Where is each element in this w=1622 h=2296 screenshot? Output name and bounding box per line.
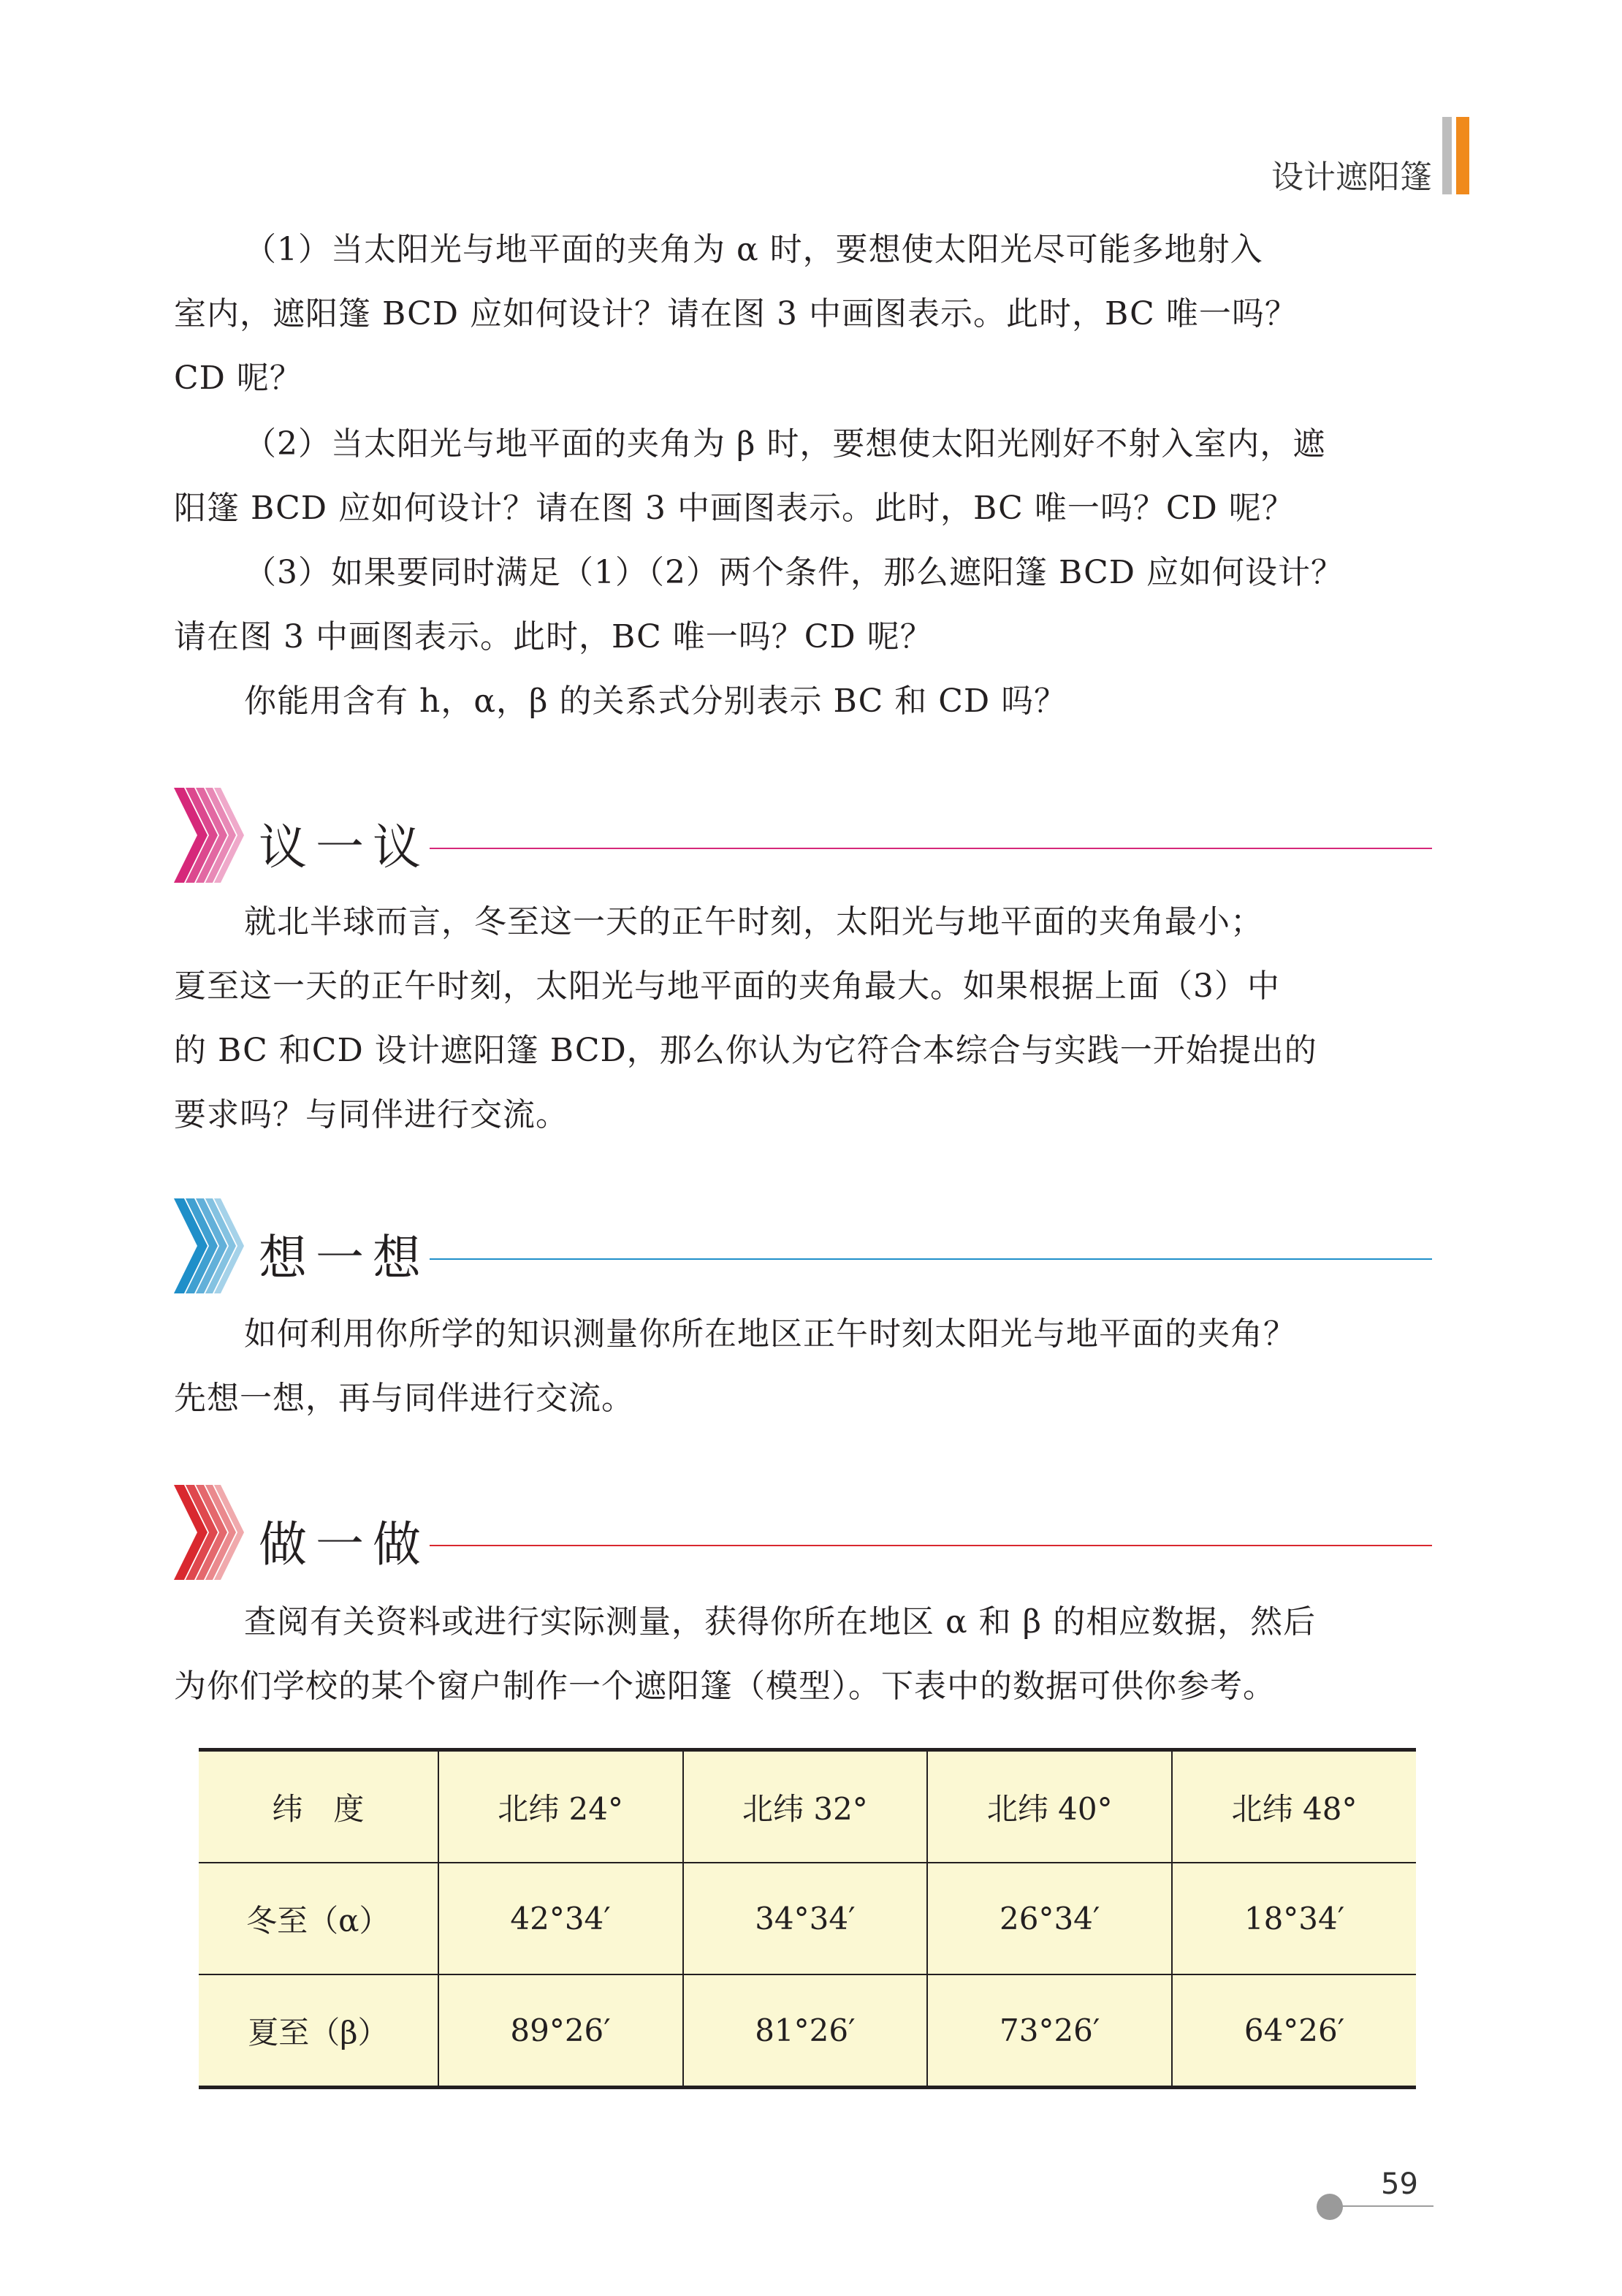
text-line: （3）如果要同时满足（1）（2）两个条件，那么遮阳篷 BCD 应如何设计？ [244, 554, 1344, 591]
table-cell: 北纬 48° [1172, 1750, 1416, 1863]
think-chevron-icon [174, 1198, 247, 1293]
section-rule-think [430, 1258, 1432, 1260]
header-grey-bar [1442, 117, 1452, 194]
table-cell: 34°34′ [683, 1863, 928, 1974]
table-cell: 64°26′ [1172, 1974, 1416, 2088]
text-line: 先想一想，再与同伴进行交流。 [174, 1380, 634, 1417]
table-cell: 26°34′ [927, 1863, 1172, 1974]
text-line: 请在图 3 中画图表示。此时，BC 唯一吗？CD 呢？ [174, 618, 933, 655]
table-row [199, 1974, 1416, 2088]
text-line: 为你们学校的某个窗户制作一个遮阳篷（模型）。下表中的数据可供你参考。 [174, 1668, 1276, 1705]
section-rule-discuss [430, 848, 1432, 849]
text-line: 夏至这一天的正午时刻，太阳光与地平面的夹角最大。如果根据上面（3）中 [174, 968, 1280, 1005]
text-line: 要求吗？与同伴进行交流。 [174, 1096, 568, 1133]
footer-dot-icon [1317, 2194, 1343, 2220]
page-number: 59 [1381, 2167, 1418, 2201]
question-2 [174, 412, 1432, 541]
table-cell: 北纬 40° [927, 1750, 1172, 1863]
table-cell: 42°34′ [438, 1863, 683, 1974]
table-cell: 北纬 24° [438, 1750, 683, 1863]
section-title-do: 做一做 [259, 1516, 430, 1573]
do-paragraph [174, 1590, 1432, 1719]
discuss-paragraph [174, 890, 1432, 1147]
section-title-discuss: 议一议 [259, 819, 430, 875]
running-header-title: 设计遮阳篷 [1271, 159, 1432, 196]
text-line: 阳篷 BCD 应如何设计？请在图 3 中画图表示。此时，BC 唯一吗？CD 呢？ [174, 490, 1295, 527]
text-line: （1）当太阳光与地平面的夹角为 α 时，要想使太阳光尽可能多地射入 [244, 231, 1263, 268]
table-cell: 北纬 32° [683, 1750, 928, 1863]
question-3 [174, 541, 1432, 669]
table-cell: 夏至（β） [199, 1974, 438, 2088]
text-line: 的 BC 和CD 设计遮阳篷 BCD，那么你认为它符合本综合与实践一开始提出的 [174, 1032, 1317, 1069]
text-line: 就北半球而言，冬至这一天的正午时刻，太阳光与地平面的夹角最小； [244, 903, 1263, 940]
text-line: CD 呢？ [174, 360, 302, 397]
section-title-think: 想一想 [259, 1230, 430, 1286]
discuss-chevron-icon [174, 788, 247, 883]
table-cell: 89°26′ [438, 1974, 683, 2088]
question-1 [174, 218, 1432, 411]
text-line: 如何利用你所学的知识测量你所在地区正午时刻太阳光与地平面的夹角？ [244, 1315, 1296, 1353]
text-line: 你能用含有 h，α，β 的关系式分别表示 BC 和 CD 吗？ [244, 683, 1067, 720]
table-cell: 纬 度 [199, 1750, 438, 1863]
section-rule-do [430, 1545, 1432, 1546]
do-chevron-icon [174, 1485, 247, 1580]
table-cell: 73°26′ [927, 1974, 1172, 2088]
text-line: 查阅有关资料或进行实际测量，获得你所在地区 α 和 β 的相应数据，然后 [244, 1603, 1317, 1641]
question-4 [174, 669, 1432, 734]
think-paragraph [174, 1302, 1432, 1431]
header-orange-bar [1456, 117, 1469, 194]
table-cell: 18°34′ [1172, 1863, 1416, 1974]
table-cell: 冬至（α） [199, 1863, 438, 1974]
table-cell: 81°26′ [683, 1974, 928, 2088]
footer-rule [1328, 2205, 1433, 2207]
text-line: 室内，遮阳篷 BCD 应如何设计？请在图 3 中画图表示。此时，BC 唯一吗？ [174, 295, 1298, 332]
table-row [199, 1863, 1416, 1974]
text-line: （2）当太阳光与地平面的夹角为 β 时，要想使太阳光刚好不射入室内，遮 [244, 425, 1326, 463]
latitude-angle-table [199, 1748, 1416, 2089]
table-row [199, 1750, 1416, 1863]
